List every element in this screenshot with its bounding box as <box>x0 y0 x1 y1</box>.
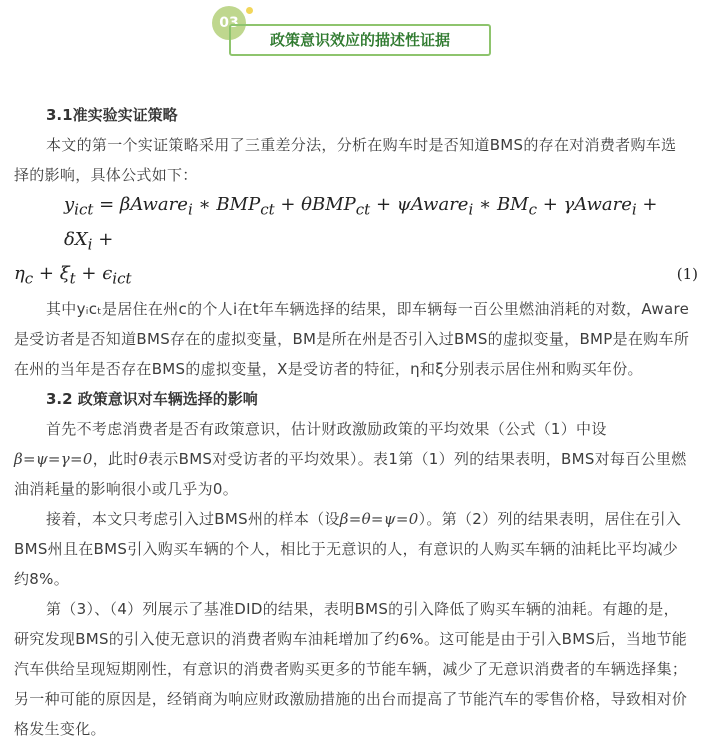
section-header <box>0 0 701 70</box>
equation-line-1: $y_{ict}$ = βAware$_i$ ∗ $BMP_{ct} + \theta BMP_{ct}$ + ψAware$_i$ ∗ $BM_c$ + γAware$_i$ + $\delta X_i$ + <box>64 194 658 254</box>
section-title: 政策意识效应的描述性证据 <box>229 24 491 56</box>
section-number-badge: 03 <box>212 6 246 40</box>
variable-explanation-paragraph: 其中yᵢcₜ是居住在州c的个人i在t年车辆选择的结果，即车辆每一百公里燃油消耗的对数，Aware是受访者是否知道BMS存在的虚拟变量，BM是所在州是否引入过BMS的虚拟变量，BMP是在购车所在州的当年是否存在BMS的虚拟变量，X是受访者的特征，η和ξ分别表示居住州和购买年份。 <box>14 299 690 378</box>
equation-line-2: $\eta_c + \xi_t + \epsilon_{ict}$ (1) <box>14 259 690 294</box>
paragraph-did-results: 第（3）、（4）列展示了基准DID的结果，表明BMS的引入降低了购买车辆的油耗。有趣的是，研究发现BMS的引入使无意识的消费者购车油耗增加了约6%。这可能是由于引入BMS后，当地节能汽车供给呈现短期刚性，有意识的消费者购买更多的节能车辆，减少了无意识消费者的车辆选择集；另一种可能的原因是，经销商为响应财政激励措施的出台而提高了节能汽车的零售价格，导致相对价格发生变化。 <box>14 599 688 738</box>
paragraph-average-effect: 首先不考虑消费者是否有政策意识，估计财政激励政策的平均效果（公式（1）中设β=ψ=γ=0，此时θ表示BMS对受访者的平均效果）。表1第（1）列的结果表明，BMS对每百公里燃油消耗量的影响很小或几乎为0。 <box>14 419 687 498</box>
strategy-intro-paragraph: 本文的第一个实证策略采用了三重差分法，分析在购车时是否知道BMS的存在对消费者购车选择的影响，具体公式如下： <box>14 136 677 184</box>
decorative-dot <box>246 7 253 14</box>
paragraph-bms-states: 接着，本文只考虑引入过BMS州的样本（设β=θ=ψ=0）。第（2）列的结果表明，居住在引入BMS州且在BMS引入购买车辆的个人，相比于无意识的人，有意识的人购买车辆的油耗比平均减少约8%。 <box>14 509 682 588</box>
equation-number: (1) <box>676 265 698 284</box>
subsection-heading-3-1: 3.1准实验实证策略 <box>46 106 178 124</box>
article-body <box>14 100 698 744</box>
subsection-heading-3-2: 3.2 政策意识对车辆选择的影响 <box>46 389 258 408</box>
